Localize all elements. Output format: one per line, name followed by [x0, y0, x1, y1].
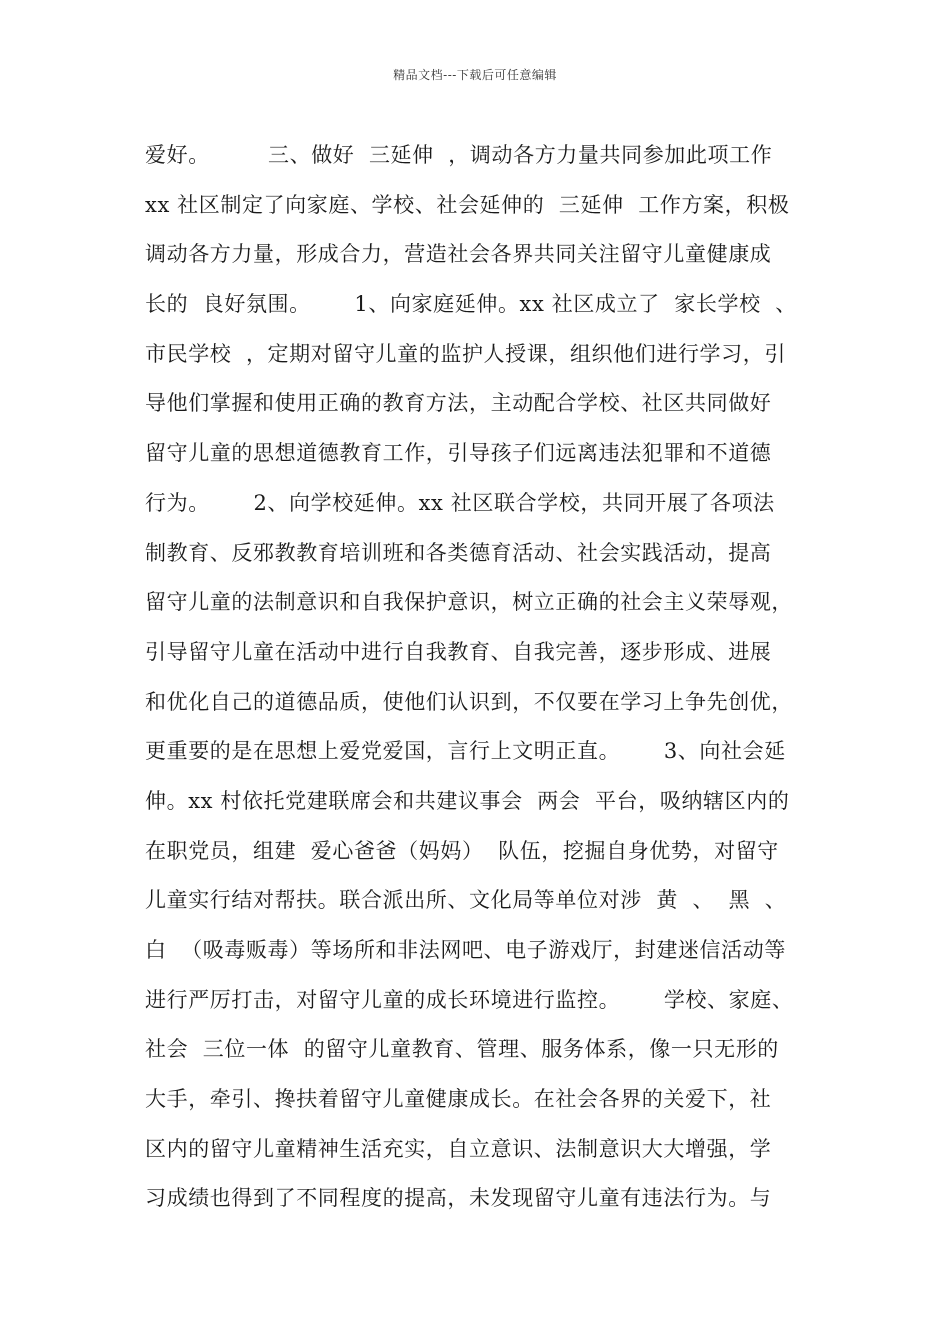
text-line: 行为。 2、向学校延伸。xx 社区联合学校，共同开展了各项法: [145, 490, 775, 515]
text-line: 导他们掌握和使用正确的教育方法，主动配合学校、社区共同做好: [145, 391, 772, 416]
text-line: 调动各方力量，形成合力，营造社会各界共同关注留守儿童健康成: [145, 242, 772, 267]
text-line: 伸。xx 村依托党建联席会和共建议事会 两会 平台，吸纳辖区内的: [145, 788, 790, 813]
text-line: 儿童实行结对帮扶。联合派出所、文化局等单位对涉 黄 、 黑 、: [145, 888, 787, 913]
text-line: 制教育、反邪教教育培训班和各类德育活动、社会实践活动，提高: [145, 540, 772, 565]
text-line: 引导留守儿童在活动中进行自我教育、自我完善，逐步形成、进展: [145, 639, 772, 664]
text-line: 留守儿童的法制意识和自我保护意识，树立正确的社会主义荣辱观，: [145, 590, 793, 615]
page-header: 精品文档---下载后可任意编辑: [393, 68, 557, 82]
text-line: 更重要的是在思想上爱党爱国，言行上文明正直。 3、向社会延: [145, 739, 786, 764]
text-line: 市民学校 ，定期对留守儿童的监护人授课，组织他们进行学习，引: [145, 341, 786, 366]
text-line: 留守儿童的思想道德教育工作，引导孩子们远离违法犯罪和不道德: [145, 441, 772, 466]
text-line: 长的 良好氛围。 1、向家庭延伸。xx 社区成立了 家长学校 、: [145, 292, 797, 317]
text-line: 大手，牵引、搀扶着留守儿童健康成长。在社会各界的关爱下，社: [145, 1087, 772, 1112]
text-line: 区内的留守儿童精神生活充实，自立意识、法制意识大大增强，学: [145, 1136, 772, 1161]
text-line: 社会 三位一体 的留守儿童教育、管理、服务体系，像一只无形的: [145, 1037, 779, 1062]
body-text: [145, 131, 825, 1224]
text-line: 和优化自己的道德品质，使他们认识到，不仅要在学习上争先创优，: [145, 689, 793, 714]
text-line: 进行严厉打击，对留守儿童的成长环境进行监控。 学校、家庭、: [145, 987, 794, 1012]
text-line: 白 （吸毒贩毒）等场所和非法网吧、电子游戏厅，封建迷信活动等: [145, 938, 786, 962]
text-line: 在职党员，组建 爱心爸爸（妈妈） 队伍，挖掘自身优势，对留守: [145, 838, 779, 863]
text-line: 习成绩也得到了不同程度的提高，未发现留守儿童有违法行为。与: [145, 1186, 772, 1211]
text-line: xx 社区制定了向家庭、学校、社会延伸的 三延伸 工作方案，积极: [145, 192, 790, 217]
text-line: 爱好。 三、做好 三延伸 ，调动各方力量共同参加此项工作: [145, 143, 773, 167]
